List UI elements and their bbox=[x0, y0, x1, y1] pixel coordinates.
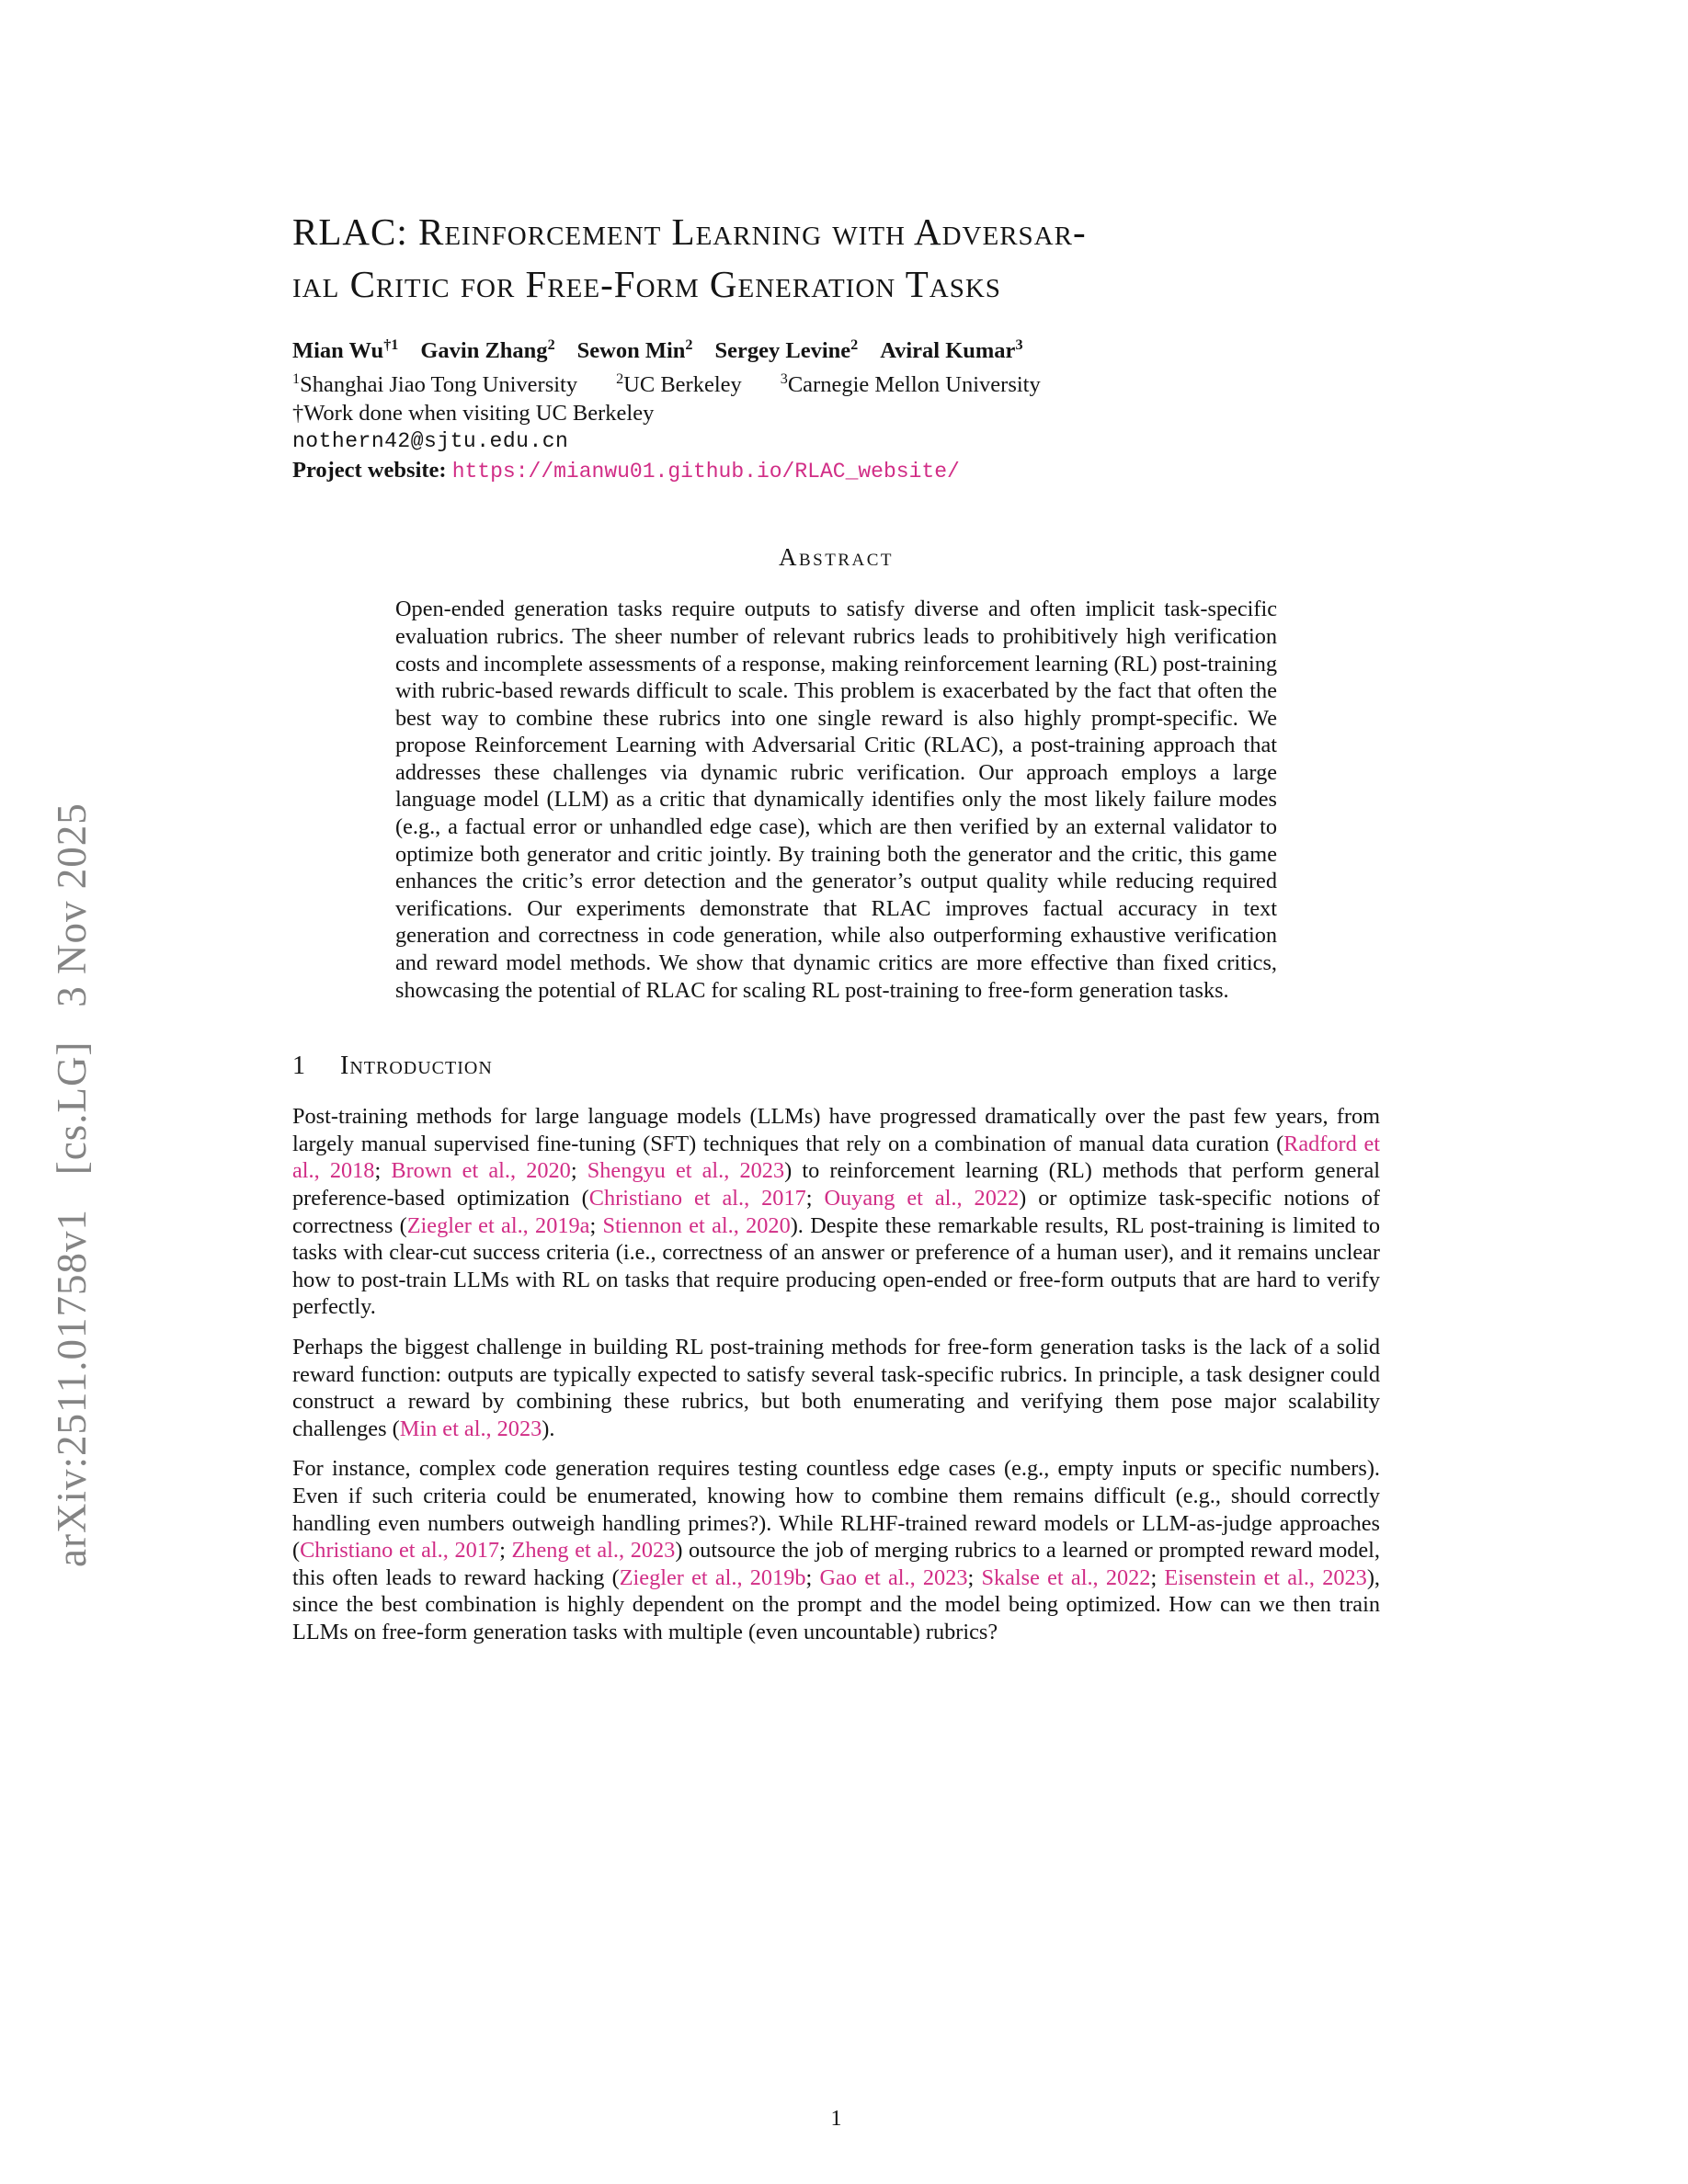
author-name: Sewon Min$^2$ bbox=[576, 337, 693, 364]
intro-paragraph-1: Post-training methods for large language models (LLMs) have progressed dramatically over the past few years, from largely manual supervised fine-tuning (SFT) techniques that rely on a combination of manual data curation (Radford et al., 2018; Brown et al., 2020; Shengyu et al., 2023) to reinforcement learning (RL) methods that perform general preference-based optimization (Christiano et al., 2017; Ouyang et al., 2022) or optimize task-specific notions of correctness (Ziegler et al., 2019a; Stiennon et al., 2020). Despite these remarkable results, RL post-training is limited to tasks with clear-cut success criteria (i.e., correctness of an answer or preference of a human user), and it remains unclear how to post-train LLMs with RL on tasks that require producing open-ended or free-form outputs that are hard to verify perfectly. bbox=[292, 1104, 1381, 1320]
author-affil-mark: 3 bbox=[1015, 337, 1023, 353]
project-website-link[interactable]: https://mianwu01.github.io/RLAC_website/ bbox=[451, 460, 960, 484]
author-affil-mark: 2 bbox=[547, 337, 555, 353]
arxiv-watermark: arXiv:2511.01758v1 [cs.LG] 3 Nov 2025 bbox=[49, 802, 95, 1567]
affiliation: $^2$UC Berkeley bbox=[616, 371, 742, 398]
citation-link[interactable]: Eisenstein et al., 2023 bbox=[1164, 1564, 1367, 1590]
abstract-heading: Abstract bbox=[778, 543, 895, 572]
contact-email: nothern42@sjtu.edu.cn bbox=[292, 429, 569, 454]
project-website-line bbox=[292, 456, 1380, 486]
section-heading-introduction bbox=[292, 1052, 1380, 1081]
author-affil-mark: 2 bbox=[685, 337, 693, 353]
affiliations-line bbox=[292, 365, 1380, 399]
citation-link[interactable]: Gao et al., 2023 bbox=[819, 1564, 968, 1590]
author-name: Aviral Kumar$^3$ bbox=[880, 337, 1023, 364]
citation-link[interactable]: Christiano et al., 2017 bbox=[300, 1538, 500, 1564]
page-number: 1 bbox=[830, 2107, 842, 2131]
author-affil-mark: 2 bbox=[850, 337, 859, 353]
author-name: Gavin Zhang$^2$ bbox=[420, 337, 555, 364]
project-website-label: Project website: bbox=[292, 458, 447, 483]
section-number: 1 bbox=[292, 1052, 305, 1081]
citation-link[interactable]: Brown et al., 2020 bbox=[391, 1158, 571, 1184]
citation-link[interactable]: Min et al., 2023 bbox=[399, 1416, 542, 1441]
citation-link[interactable]: Stiennon et al., 2020 bbox=[602, 1212, 791, 1238]
author-block bbox=[292, 331, 1380, 486]
intro-paragraph-3: For instance, complex code generation requires testing countless edge cases (e.g., empty inputs or specific numbers). Even if such criteria could be enumerated, knowing how to combine them remains difficult (e.g., should correctly handling even numbers outweigh handling primes?). While RLHF-trained reward models or LLM-as-judge approaches (Christiano et al., 2017; Zheng et al., 2023) outsource the job of merging rubrics to a learned or prompted reward model, this often leads to reward hacking (Ziegler et al., 2019b; Gao et al., 2023; Skalse et al., 2022; Eisenstein et al., 2023), since the best combination is highly dependent on the prompt and the model being optimized. How can we then train LLMs on free-form generation tasks with multiple (even uncountable) rubrics? bbox=[292, 1456, 1381, 1644]
paper-title-line-1: RLAC: Reinforcement Learning with Adversar- bbox=[292, 210, 1087, 253]
citation-link[interactable]: Ziegler et al., 2019b bbox=[619, 1564, 806, 1590]
authors-line bbox=[292, 331, 1380, 365]
citation-link[interactable]: Ziegler et al., 2019a bbox=[406, 1212, 590, 1238]
abstract-text: Open-ended generation tasks require outputs to satisfy diverse and often implicit task-specific evaluation rubrics. The sheer number of relevant rubrics leads to prohibitively high verification costs and incomplete assessments of a response, making reinforcement learning (RL) post-training with rubric-based rewards difficult to scale. This problem is exacerbated by the fact that often the best way to combine these rubrics into one single reward is also highly prompt-specific. We propose Reinforcement Learning with Adversarial Critic (RLAC), a post-training approach that addresses these challenges via dynamic rubric verification. Our approach employs a large language model (LLM) as a critic that dynamically identifies only the most likely failure modes (e.g., a factual error or unhandled edge case), which are then verified by an external validator to optimize both generator and critic jointly. By training both the generator and the critic, this game enhances the critic’s error detection and the generator’s output quality while reducing required verifications. Our experiments demonstrate that RLAC improves factual accuracy in text generation and correctness in code generation, while also outperforming exhaustive verification and reward model methods. We show that dynamic critics are more effective than fixed critics, showcasing the potential of RLAC for scaling RL post-training to free-form generation tasks. bbox=[395, 597, 1277, 1003]
author-name: Sergey Levine$^2$ bbox=[714, 337, 859, 364]
citation-link[interactable]: Shengyu et al., 2023 bbox=[587, 1158, 785, 1184]
paper-title-line-2: ial Critic for Free-Form Generation Tasks bbox=[292, 263, 1001, 305]
citation-link[interactable]: Zheng et al., 2023 bbox=[511, 1538, 676, 1564]
author-name: Mian Wu$^{\dagger 1}$ bbox=[292, 337, 399, 364]
author-affil-mark: †1 bbox=[383, 337, 399, 353]
section-title: Introduction bbox=[340, 1052, 493, 1081]
citation-link[interactable]: Christiano et al., 2017 bbox=[588, 1186, 806, 1211]
intro-paragraph-2: Perhaps the biggest challenge in building RL post-training methods for free-form generation tasks is the lack of a solid reward function: outputs are typically expected to satisfy several task-specific rubrics. In principle, a task designer could construct a reward by combining these rubrics, but both enumerating and verifying them pose major scalability challenges (Min et al., 2023). bbox=[292, 1334, 1380, 1441]
citation-link[interactable]: Ouyang et al., 2022 bbox=[824, 1186, 1020, 1211]
citation-link[interactable]: Radford et al., 2018 bbox=[292, 1131, 1380, 1184]
affiliation: $^3$Carnegie Mellon University bbox=[780, 371, 1041, 398]
visiting-note: †Work done when visiting UC Berkeley bbox=[292, 401, 655, 427]
paper-content bbox=[292, 0, 1380, 1646]
paper-title bbox=[292, 206, 1380, 311]
citation-link[interactable]: Skalse et al., 2022 bbox=[981, 1564, 1151, 1590]
affiliation: $^1$Shanghai Jiao Tong University bbox=[292, 371, 578, 398]
